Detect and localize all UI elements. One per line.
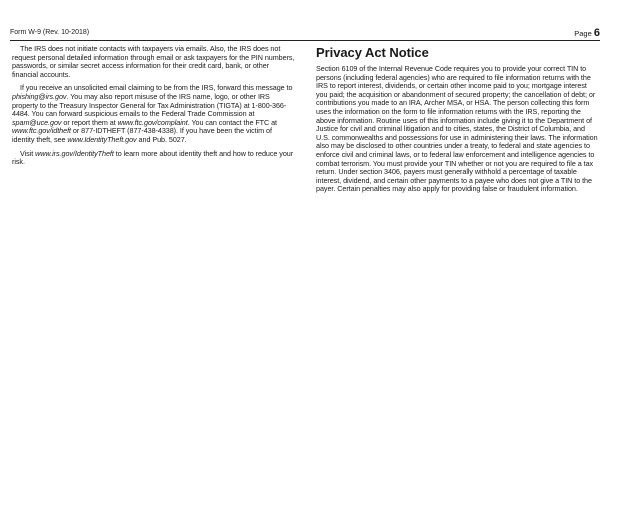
email-contact-paragraph: The IRS does not initiate contacts with taxpayers via emails. Also, the IRS does not request personal detailed information through email or ask taxpayers for the PIN numbers, passwords, or similar secret access information for their credit card, bank, or other financial accounts.	[12, 44, 295, 79]
visit-irs-paragraph	[12, 150, 295, 167]
text-span: or 877-IDTHEFT (877-438-4338). If you have been the victim of identity theft, see	[12, 126, 272, 144]
text-span: and Pub. 5027.	[136, 134, 187, 144]
irs-identitytheft-link[interactable]: www.irs.gov/IdentityTheft	[35, 148, 114, 158]
privacy-act-heading: Privacy Act Notice	[316, 45, 429, 60]
text-span: If you receive an unsolicited email claiming to be from the IRS, forward this message to	[20, 83, 293, 93]
page-number-value: 6	[593, 27, 600, 39]
left-column	[12, 45, 295, 172]
text-span: or report them at	[61, 117, 118, 127]
ftc-idtheft-link[interactable]: www.ftc.gov/idtheft	[12, 126, 71, 136]
page-header	[10, 27, 600, 41]
ftc-complaint-link[interactable]: www.ftc.gov/complaint	[117, 117, 188, 127]
text-span: to learn more about identity theft and how to reduce your risk.	[12, 148, 294, 167]
page-number	[574, 27, 600, 39]
header-rule	[10, 40, 600, 41]
phishing-email-link[interactable]: phishing@irs.gov	[12, 91, 67, 101]
right-column	[316, 45, 600, 199]
page-word: Page	[574, 29, 592, 38]
form-identifier: Form W-9 (Rev. 10-2018)	[10, 29, 90, 36]
privacy-act-body: Section 6109 of the Internal Revenue Code requires you to provide your correct TIN to persons (including federal agencies) who are required to file information returns with the IRS to report interest, dividends, or certain other income paid to you; mortgage interest you paid; the acquisition or abandonment of secured property; the cancellation of debt; or contributions you made to an IRA, Archer MSA, or HSA. The person collecting this form uses the information on the form to file information returns with the IRS, reporting the above information. Routine uses of this information include giving it to the Department of Justice for civil and criminal litigation and to cities, states, the District of Columbia, and U.S. commonwealths and possessions for use in administering their laws. The information also may be disclosed to other countries under a treaty, to federal and state agencies to enforce civil and criminal laws, or to federal law enforcement and intelligence agencies to combat terrorism. You must provide your TIN whether or not you are required to file a tax return. Under section 3406, payers must generally withhold a percentage of taxable interest, dividend, and certain other payments to a payee who does not give a TIN to the payer. Certain penalties may also apply for providing false or fraudulent information.	[316, 64, 598, 194]
text-span: Visit	[20, 148, 36, 158]
report-phishing-paragraph	[12, 84, 295, 144]
identitytheft-gov-link[interactable]: www.IdentityTheft.gov	[67, 134, 137, 144]
text-span: . You may also report misuse of the IRS name, logo, or other IRS property to the Treasury Inspector General for Tax Administration (TIGTA) at 1-800-366-4484. You can forward suspicious emails to the Federal Trade Commission at	[12, 91, 287, 119]
text-span: . You can contact the FTC at	[187, 117, 277, 127]
spam-email-link[interactable]: spam@uce.gov	[12, 117, 62, 127]
